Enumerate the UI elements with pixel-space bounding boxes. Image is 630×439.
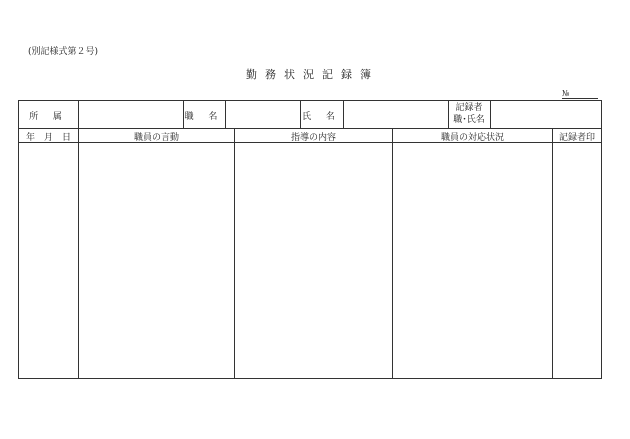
recorder-label-line1: 記録者 <box>455 103 483 113</box>
recorder-label <box>448 102 490 126</box>
staff-response-entry-area[interactable] <box>393 143 552 378</box>
name-field[interactable] <box>344 101 448 128</box>
staff-response-column-header: 職員の対応状況 <box>440 133 504 143</box>
form-note: (別記様式第２号) <box>28 47 99 57</box>
page-title: 勤務状況記録簿 <box>246 68 379 81</box>
recorder-seal-entry-area[interactable] <box>553 143 601 378</box>
affiliation-field[interactable] <box>79 101 183 128</box>
record-number-field[interactable] <box>562 89 598 99</box>
record-number-label: № <box>562 89 570 98</box>
name-label: 氏 名 <box>302 112 341 122</box>
staff-words-entry-area[interactable] <box>79 143 234 378</box>
recorder-seal-column-header: 記録者印 <box>558 133 595 143</box>
recorder-label-line2: 職･氏名 <box>453 115 485 125</box>
header-row-divider <box>19 128 601 129</box>
job-title-label: 職 名 <box>184 112 224 122</box>
affiliation-label: 所 属 <box>29 112 68 122</box>
recorder-field[interactable] <box>491 101 601 128</box>
job-title-field[interactable] <box>226 101 300 128</box>
guidance-column-header: 指導の内容 <box>290 133 336 143</box>
staff-words-column-header: 職員の言動 <box>133 133 179 143</box>
date-column-header: 年 月 日 <box>25 133 71 143</box>
guidance-entry-area[interactable] <box>235 143 392 378</box>
record-table <box>18 100 602 379</box>
date-entry-area[interactable] <box>19 143 78 378</box>
